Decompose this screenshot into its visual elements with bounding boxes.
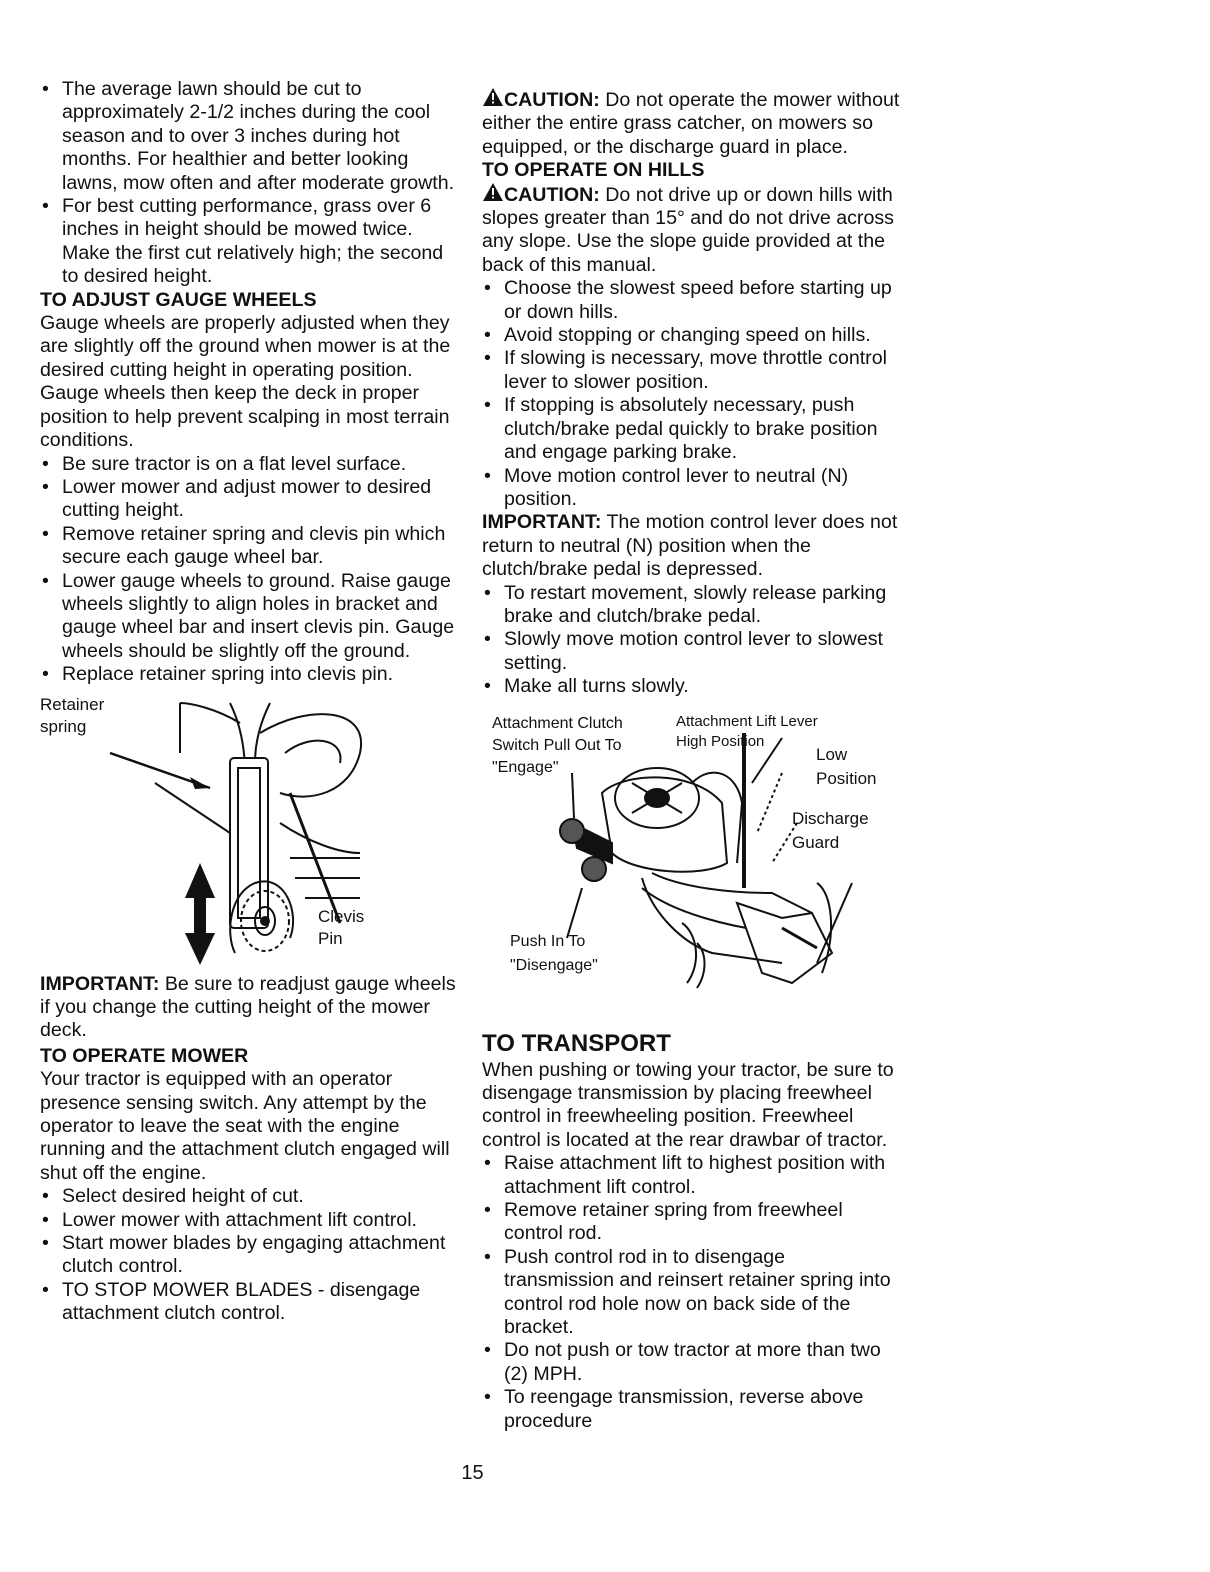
hills-steps [482,277,900,511]
gauge-wheels-paragraph: Gauge wheels are properly adjusted when they are slightly off the ground when mower is at the desired cutting height in operating position. Gauge wheels then keep the deck in proper position to help prevent scalping in most terrain conditions. [40,312,451,452]
clutch-label-3: "Engage" [492,758,559,776]
list-item: • Slowly move motion control lever to slowest setting. [482,628,900,675]
list-item: • If slowing is necessary, move throttle control lever to slower position. [482,347,900,394]
important-label: IMPORTANT: [40,972,160,995]
warning-triangle-icon [482,88,504,106]
list-item: • Lower gauge wheels to ground. Raise gauge wheels slightly to align holes in bracket and gauge wheel bar and insert clevis pin. Gauge wheels should be slightly off the ground. [40,570,460,664]
low-position-label: Low [816,744,848,764]
caution-hills [482,183,900,278]
clutch-label-2: Switch Pull Out To [492,736,622,754]
operate-mower-steps [40,1185,460,1325]
low-position-label-2: Position [816,768,877,788]
gauge-wheels-heading: TO ADJUST GAUGE WHEELS [40,288,317,311]
page-number: 15 [461,1462,484,1484]
list-item: • Select desired height of cut. [40,1185,460,1208]
caution-label: CAUTION: [504,183,600,206]
discharge-guard-label-2: Guard [792,832,840,852]
clevis-label: Clevis [318,906,365,926]
caution-text: Do not drive up or down hills with slopes greater than 15° and do not drive across any slope. Use the slope guide provided at the back of this manual. [482,183,894,276]
list-item: • Make all turns slowly. [482,675,900,698]
left-column [40,78,460,1326]
retainer-label: Retainer [40,694,105,714]
list-item: • Start mower blades by engaging attachment clutch control. [40,1232,460,1279]
transport-heading: TO TRANSPORT [482,1029,671,1057]
hills-heading: TO OPERATE ON HILLS [482,159,705,182]
lift-lever-label-2: High Position [676,732,765,750]
caution-label: CAUTION: [504,89,600,111]
list-item: • The average lawn should be cut to approximately 2-1/2 inches during the cool season and to over 3 inches during hot months. For healthier and better looking lawns, mow often and after moderate growth. [40,78,460,195]
list-item: • Be sure tractor is on a flat level surface. [40,453,460,476]
list-item: • Lower mower with attachment lift control. [40,1209,460,1232]
list-item: • TO STOP MOWER BLADES - disengage attachment clutch control. [40,1279,460,1326]
list-item: • If stopping is absolutely necessary, push clutch/brake pedal quickly to brake position and engage parking brake. [482,394,900,464]
important-note-gauge [40,973,460,1043]
gauge-wheel-figure [40,693,460,965]
push-in-label-2: "Disengage" [510,956,598,974]
list-item: • To reengage transmission, reverse above procedure [482,1386,900,1433]
gauge-wheel-illustration [40,693,460,965]
caution-text: Do not operate the mower without either the entire grass catcher, on mowers so equipped, or the discharge guard in place. [482,89,900,158]
important-note-motion [482,511,900,581]
list-item: • Push control rod in to disengage transmission and reinsert retainer spring into control rod hole now on back side of the bracket. [482,1246,900,1340]
push-in-label: Push In To [510,932,586,950]
warning-triangle-icon [482,183,504,201]
list-item: • Raise attachment lift to highest position with attachment lift control. [482,1152,900,1199]
important-label: IMPORTANT: [482,511,602,534]
list-item: • Choose the slowest speed before starting up or down hills. [482,277,900,324]
important-text: The motion control lever does not return to neutral (N) position when the clutch/brake pedal is depressed. [482,511,898,581]
list-item: • Replace retainer spring into clevis pin. [40,663,460,686]
list-item: • Lower mower and adjust mower to desired cutting height. [40,476,460,523]
list-item: • Remove retainer spring from freewheel control rod. [482,1199,900,1246]
right-column [482,88,900,1433]
restart-steps [482,582,900,699]
tractor-controls-figure [482,713,900,1021]
transport-steps [482,1152,900,1433]
list-item: • For best cutting performance, grass over 6 inches in height should be mowed twice. Make the first cut relatively high; the second to desired height. [40,195,460,289]
caution-grass-catcher [482,88,900,159]
lift-lever-label: Attachment Lift Lever [676,712,818,730]
operate-mower-heading: TO OPERATE MOWER [40,1044,249,1067]
list-item: • Move motion control lever to neutral (N) position. [482,465,900,512]
important-text: Be sure to readjust gauge wheels if you change the cutting height of the mower deck. [40,972,456,1042]
transport-paragraph: When pushing or towing your tractor, be sure to disengage transmission by placing freewheel control in freewheeling position. Freewheel control is located at the rear drawbar of tractor. [482,1058,894,1151]
list-item: • To restart movement, slowly release parking brake and clutch/brake pedal. [482,582,900,629]
list-item: • Avoid stopping or changing speed on hills. [482,324,900,347]
clutch-label: Attachment Clutch [492,714,623,732]
discharge-guard-label: Discharge [792,808,869,828]
mowing-tips-list [40,78,460,289]
list-item: • Do not push or tow tractor at more than two (2) MPH. [482,1339,900,1386]
operate-mower-paragraph: Your tractor is equipped with an operator presence sensing switch. Any attempt by the operator to leave the seat with the engine running and the attachment clutch engaged will shut off the engine. [40,1068,450,1184]
clevis-label-2: Pin [318,928,343,948]
retainer-label-2: spring [40,716,87,736]
gauge-wheels-steps [40,453,460,687]
list-item: • Remove retainer spring and clevis pin which secure each gauge wheel bar. [40,523,460,570]
